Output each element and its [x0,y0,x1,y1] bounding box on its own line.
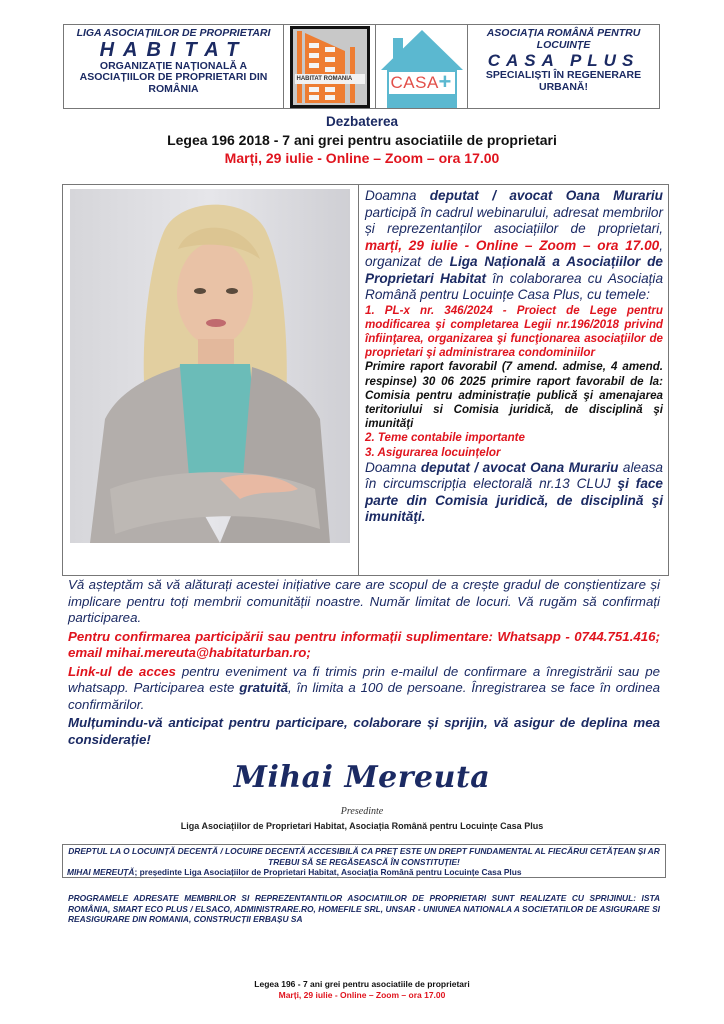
topic-1-status: Primire raport favorabil (7 amend. admise, 4 amend. respinse) 30 06 2025 primire raport favorabil de la: Comisia pentru administrație publică şi amenajarea teritoriului si Comisia juridică, de disciplină şi imunităţi [365,360,663,431]
casa-logo-label: CASA [390,73,439,92]
access-paragraph [68,664,660,714]
closing-paragraph [365,460,663,526]
topic-1: 1. PL-x nr. 346/2024 - Proiect de Lege pentru modificarea şi completarea Legii nr.196/2018 privind înfiinţarea, organizarea şi funcţionarea asociaţiilor de proprietari şi administrarea condominiilor [365,303,663,360]
quote-author: MIHAI MEREUȚĂ [67,867,135,877]
access-text: pentru eveniment va fi trimis prin e-mailul de confirmare a înregistrării sau pe whatsapp. Participarea este [68,663,660,695]
photo-cell [63,185,359,575]
intro-text: Doamna [365,188,430,203]
organizer-name: Liga Națională a Asociațiilor de Proprietari Habitat [365,254,663,286]
casa-org-block [468,25,659,108]
sponsors-text: PROGRAMELE ADRESATE MEMBRILOR SI REPREZENTANTILOR ASOCIATIILOR DE PROPRIETARI SUNT REALIZATE CU SPRIJINUL: ISTA ROMÂNIA, SMART ECO PLUS / ELSACO, ADMINISTRARE.RO, HOMEFILE SRL, UNSAR - UNIUNEA NATIONALA A SOCIETATILOR DE ASIGURARE SI REASIGURARE DIN ROMANIA, CONSTRUCȚII ERBAȘU SA [68,893,660,924]
casa-plus-logo-icon [379,28,465,108]
access-link-label: Link-ul de acces [68,663,176,679]
intro-text: în colaborarea cu Asociația Română pentru Locuințe Casa Plus, cu temele: [365,270,664,302]
intro-paragraph [365,188,663,304]
habitat-org-line2: ORGANIZAȚIE NAȚIONALĂ A ASOCIAȚIILOR DE PROPRIETARI DIN ROMÂNIA [79,59,268,95]
habitat-logo-label: HABITAT ROMANIA [296,75,353,82]
thanks-paragraph: Mulțumindu-vă anticipat pentru participare, colaborare și sprijin, vă asigur de deplina mea considerație! [68,715,660,747]
speaker-name: deputat / avocat Oana Murariu [420,459,619,475]
event-type: Dezbaterea [325,114,399,129]
casa-org-line1: ASOCIAȚIA ROMÂNĂ PENTRU LOCUINȚE [486,27,641,51]
speaker-name: deputat / avocat Oana Murariu [429,188,663,203]
event-title: Legea 196 2018 - 7 ani grei pentru asociatiile de proprietari [167,132,557,148]
event-when: Marți, 29 iulie - Online – Zoom – ora 17.00 [224,150,500,166]
page-footer [0,979,724,1000]
committee-name: şi face parte din Comisia juridică, de disciplină şi imunităţi. [365,476,663,525]
habitat-org-block [64,25,284,108]
signature: Mihai Mereuta [233,760,491,795]
free-label: gratuită [239,680,289,695]
closing-text: Doamna [365,459,421,475]
signature-orgs: Liga Asociațiilor de Proprietari Habitat, Asociația Română pentru Locuințe Casa Plus [180,821,544,831]
quote-text: DREPTUL LA O LOCUINȚĂ DECENTĂ / LOCUIRE DECENTĂ ACCESIBILĂ CA PREȚ ESTE UN DREPT FUNDAMENTAL AL FIECĂRUI CETĂȚEAN ȘI AR TREBUI SĂ SE REGĂSEASCĂ ÎN CONSTITUȚIE! [68,846,660,867]
casa-brand: CASA PLUS [487,51,640,70]
invite-paragraph: Vă așteptăm să vă alăturați acestei inițiative care are scopul de a crește gradul de conștientizare și implicare pentru toți membrii comunității noastre. Număr limitat de locuri. Vă rugăm să confirmați participarea. [68,577,660,625]
habitat-brand: HABITAT [99,38,248,61]
intro-text: , organizat de [365,237,663,269]
casa-org-line2: SPECIALIȘTI ÎN REGENERARE URBANĂ! [485,69,642,93]
habitat-romania-logo-icon [290,26,370,108]
signature-role: Presedinte [340,806,384,817]
quote-attribution [67,867,661,878]
main-info-box [62,184,669,576]
access-text: , în limita a 100 de persoane. Înregistrarea se face în ordinea confirmărilor. [68,680,660,712]
info-text-cell [359,185,668,575]
casa-logo-cell [376,25,468,108]
header-table [63,24,660,109]
contact-paragraph: Pentru confirmarea participării sau pentru informații suplimentare: Whatsapp - 0744.751.416; email mihai.mereuta@habitaturban.ro; [68,628,660,660]
habitat-org-line1: LIGA ASOCIAȚIILOR DE PROPRIETARI [76,27,271,39]
event-titles [0,113,724,167]
casa-logo-plus: + [438,69,452,94]
intro-text: participă în cadrul webinarului, adresat membrilor și reprezentanților asociațiilor de proprietari, [365,204,663,236]
quote-author-role: ; președinte Liga Asociațiilor de Proprietari Habitat, Asociația Română pentru Locuințe Casa Plus [134,867,522,877]
footer-when: Marți, 29 iulie - Online – Zoom – ora 17.00 [278,989,446,1000]
topic-3: 3. Asigurarea locuințelor [365,445,501,459]
habitat-logo-cell [284,25,376,108]
intro-date: marți, 29 iulie - Online – Zoom – ora 17.00 [365,237,660,253]
body-text [68,577,660,748]
topic-2: 2. Teme contabile importante [365,431,525,445]
speaker-photo [70,189,350,543]
quote-box [62,844,666,878]
closing-text: aleasa în circumscripția electorală nr.13 CLUJ [365,459,663,492]
footer-title: Legea 196 - 7 ani grei pentru asociatiile de proprietari [254,979,470,989]
